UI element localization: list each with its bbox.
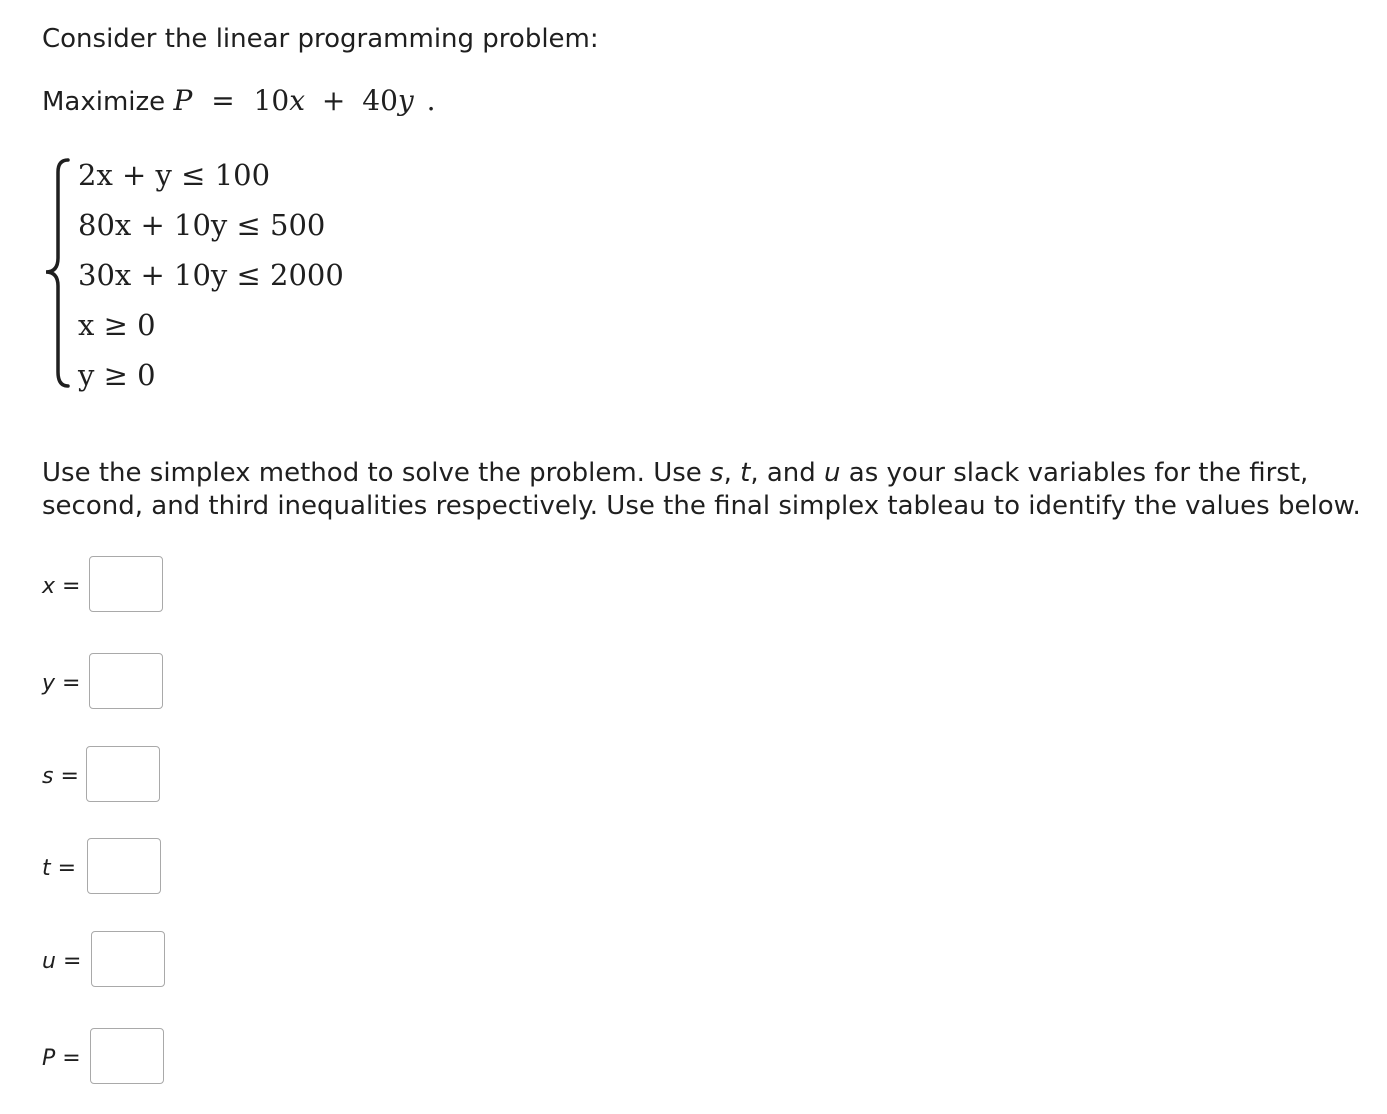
constraint-5-op: ≥ xyxy=(103,358,128,392)
instruction-var-u: u xyxy=(824,458,841,488)
answer-eq-t: = xyxy=(57,855,77,881)
answer-eq-u: = xyxy=(62,948,82,974)
constraint-3 xyxy=(78,258,344,292)
instruction-comma: , xyxy=(723,458,741,488)
instruction-part-2: as your slack variables for the first, second, and third inequalities respectively. Use the final simplex tableau to identify the values below. xyxy=(42,458,1361,521)
objective-equals: = xyxy=(211,84,235,117)
constraint-4-op: ≥ xyxy=(103,308,128,342)
t-value-input[interactable] xyxy=(87,838,161,894)
answer-label-y: y xyxy=(42,670,56,696)
answer-label-p: P xyxy=(42,1045,56,1071)
answer-label-u: u xyxy=(42,948,56,974)
answer-row-y xyxy=(42,653,80,713)
constraint-2-rhs: 500 xyxy=(270,208,326,242)
constraint-1-op: ≤ xyxy=(181,158,206,192)
x-value-input[interactable] xyxy=(89,556,163,612)
constraint-5-rhs: 0 xyxy=(137,358,156,392)
constraint-4 xyxy=(78,308,156,342)
instruction-var-s: s xyxy=(710,458,724,488)
answer-row-p xyxy=(42,1028,81,1088)
objective-plus: + xyxy=(321,84,346,117)
instruction-part-1: Use the simplex method to solve the problem. Use xyxy=(42,458,711,488)
p-value-input[interactable] xyxy=(90,1028,164,1084)
answer-row-s xyxy=(42,746,79,806)
constraint-1 xyxy=(78,158,270,192)
instruction-var-t: t xyxy=(740,458,751,488)
answer-label-x: x xyxy=(42,573,56,599)
answer-row-t xyxy=(42,838,76,898)
constraint-1-lhs: 2x + y xyxy=(78,158,172,192)
constraint-4-lhs: x xyxy=(78,308,95,342)
objective-suffix: . xyxy=(426,84,436,117)
intro-text: Consider the linear programming problem: xyxy=(42,24,599,54)
objective-var-1: x xyxy=(289,84,305,117)
answer-eq-s: = xyxy=(60,763,79,789)
constraint-2 xyxy=(78,208,325,242)
constraint-2-op: ≤ xyxy=(236,208,261,242)
left-brace xyxy=(40,150,74,395)
constraint-2-lhs: 80x + 10y xyxy=(78,208,228,242)
answer-row-u xyxy=(42,931,81,991)
u-value-input[interactable] xyxy=(91,931,165,987)
constraint-3-rhs: 2000 xyxy=(270,258,344,292)
objective-prefix: Maximize xyxy=(42,87,166,117)
constraint-5 xyxy=(78,358,156,392)
constraint-4-rhs: 0 xyxy=(137,308,156,342)
objective-function xyxy=(42,84,436,117)
answer-eq-x: = xyxy=(62,573,81,599)
objective-variable: P xyxy=(173,84,193,117)
objective-coef-1: 10 xyxy=(253,84,290,117)
answer-label-t: t xyxy=(42,855,51,881)
y-value-input[interactable] xyxy=(89,653,163,709)
s-value-input[interactable] xyxy=(86,746,160,802)
objective-coef-2: 40 xyxy=(362,84,398,117)
answer-row-x xyxy=(42,556,80,616)
constraint-3-lhs: 30x + 10y xyxy=(78,258,228,292)
instruction-text xyxy=(42,457,1372,523)
answer-eq-y: = xyxy=(62,670,81,696)
constraint-3-op: ≤ xyxy=(236,258,261,292)
answer-label-s: s xyxy=(42,763,54,789)
constraint-system xyxy=(40,150,460,395)
constraint-5-lhs: y xyxy=(78,358,95,392)
objective-var-2: y xyxy=(397,84,414,117)
answer-eq-p: = xyxy=(62,1045,81,1071)
constraint-1-rhs: 100 xyxy=(214,158,271,192)
instruction-and: , and xyxy=(750,458,825,488)
